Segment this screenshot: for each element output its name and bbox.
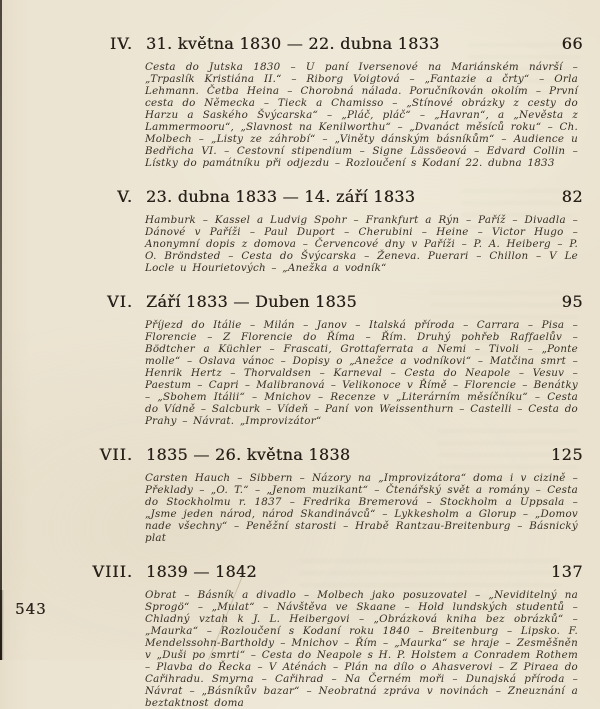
section-page-number: 95 xyxy=(561,292,583,311)
section-title: 23. dubna 1833 — 14. září 1833 xyxy=(146,187,416,206)
toc-section xyxy=(88,445,583,544)
section-heading xyxy=(88,187,583,207)
section-numeral: IV. xyxy=(109,34,133,53)
section-numeral: VII. xyxy=(99,445,133,464)
section-title: Září 1833 — Duben 1835 xyxy=(146,292,357,311)
section-heading xyxy=(88,562,583,582)
section-page-number: 82 xyxy=(561,187,583,206)
section-title: 1839 — 1842 xyxy=(146,562,257,581)
section-page-number: 125 xyxy=(550,445,583,464)
section-summary: Příjezd do Itálie – Milán – Janov – Italská příroda – Carrara – Pisa – Florencie – Z Florencie do Říma – Řím. Druhý pohřeb Raffaelův – Bödtcher a Küchler – Frascati, Grottaferrata a Nemi – Tivoli – „Ponte molle“ – Oslava vánoc – Dopisy o „Anežce a vodníkovi“ – Matčina smrt – Henrik Hertz – Thorvaldsen – Karneval – Cesta do Neapole – Vesuv – Paestum – Capri – Malibranová – Velikonoce v Římě – Florencie – Benátky – „Sbohem Itálii“ – Mnichov – Recenze v „Literárním měsíčníku“ – Cesta do Vídně – Salcburk – Vídeň – Paní von Weissenthurn – Castelli – Cesta do Prahy – Návrat. „Improvizátor“ xyxy=(145,319,578,427)
folio-page-number: 543 xyxy=(15,600,47,618)
section-heading xyxy=(88,34,583,54)
toc-sections xyxy=(88,34,583,709)
section-title: 1835 — 26. května 1838 xyxy=(146,445,351,464)
section-summary: Carsten Hauch – Sibbern – Názory na „Improvizátora“ doma i v cizině – Překlady – „O. T.“ – „Jenom muzikant“ – Čtenářský svět a romány – Cesta do Stockholmu r. 1837 – Fredrika Bremerová – Stockholm a Uppsala – „Jsme jeden národ, národ Skandinávců“ – Lykkesholm a Glorup – „Domov nade všechny“ – Peněžní starosti – Hrabě Rantzau-Breitenburg – Básnický plat xyxy=(145,472,578,544)
toc-section xyxy=(88,34,583,169)
section-numeral: V. xyxy=(117,187,133,206)
section-page-number: 137 xyxy=(550,562,583,581)
toc-section xyxy=(88,187,583,274)
section-numeral: VI. xyxy=(107,292,133,311)
section-page-number: 66 xyxy=(561,34,583,53)
section-numeral: VIII. xyxy=(92,562,133,581)
section-heading xyxy=(88,292,583,312)
section-summary: Hamburk – Kassel a Ludvig Spohr – Frankfurt a Rýn – Paříž – Divadla – Dánové v Paříži – Paul Duport – Cherubini – Heine – Victor Hugo – Anonymní dopis z domova – Červencové dny v Paříži – P. A. Heiberg – P. O. Bröndsted – Cesta do Švýcarska – Ženeva. Puerari – Chillon – V Le Locle u Hourietových – „Anežka a vodník“ xyxy=(145,214,578,274)
toc-section xyxy=(88,292,583,427)
section-heading xyxy=(88,445,583,465)
section-summary: Cesta do Jutska 1830 – U paní Iversenové na Mariánském návrší – „Trpaslík Kristiána II.“ – Riborg Voigtová – „Fantazie a črty“ – Orla Lehmann. Četba Heina – Chorobná nálada. Poručníkován okolím – První cesta do Německa – Tieck a Chamisso – „Stínové obrázky z cesty do Harzu a Saského Švýcarska“ – „Pláč, pláč“ – „Havran“, a „Nevěsta z Lammermooru“, „Slavnost na Kenilworthu“ – „Dvanáct měsíců roku“ – Ch. Molbech – „Listy ze záhrobí“ – „Viněty dánským básníkům“ – Audience u Bedřicha VI. – Cestovní stipendium – Signe Lässöeová – Edvard Collin – Lístky do památníku při odjezdu – Rozloučení s Kodaní 22. dubna 1833 xyxy=(145,61,578,169)
section-title: 31. května 1830 — 22. dubna 1833 xyxy=(146,34,440,53)
section-summary: Obrat – Básník a divadlo – Molbech jako posuzovatel – „Neviditelný na Sprogö“ – „Mulat“ – Návštěva ve Skaane – Hold lundských studentů – Chladný vztah k J. L. Heibergovi – „Obrázková kniha bez obrázků“ – „Maurka“ – Rozloučení s Kodaní roku 1840 – Breitenburg – Lipsko. F. Mendelssohn-Bartholdy – Mnichov – Řím – „Maurka“ se hraje – Zesměšněn v „Duši po smrti“ – Cesta do Neapole s H. P. Holstem a Conradem Rothem – Plavba do Řecka – V Aténách – Plán na dílo o Ahasverovi – Z Piraea do Cařihradu. Smyrna – Cařihrad – Na Černém moři – Dunajská příroda – Návrat – „Básníkův bazar“ – Neobratná zpráva v novinách – Zneuznání a beztaktnost doma xyxy=(145,589,578,709)
toc-section xyxy=(88,562,583,709)
